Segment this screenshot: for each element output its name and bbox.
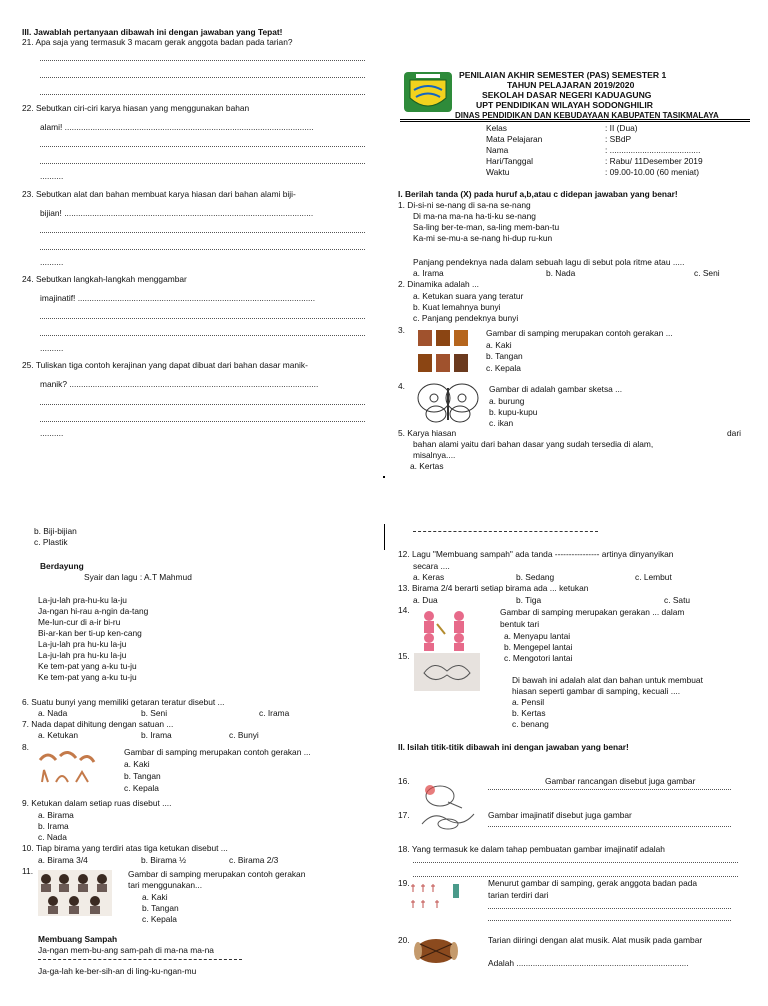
header-upt: UPT PENDIDIKAN WILAYAH SODONGHILIR <box>476 100 653 110</box>
q19-answer-line <box>488 920 731 921</box>
q9-option-c: c. Nada <box>38 832 67 842</box>
song-lyric-line: La-ju-lah pra-hu-ku la-ju <box>38 595 127 605</box>
info-label-mapel: Mata Pelajaran <box>486 134 543 144</box>
info-value-waktu: : 09.00-10.00 (60 meniat) <box>605 167 700 177</box>
question-23-cont: bijian! ........................................................................................................... <box>40 208 314 218</box>
q5-option-a: a. Kertas <box>410 461 444 471</box>
q11-stem: Gambar di samping merupakan contoh gerakan <box>128 869 306 879</box>
song-lyric-line: Ja-ngan hi-rau a-ngin da-tang <box>38 606 149 616</box>
q12-option-c: c. Lembut <box>635 572 672 582</box>
song2-lyric-line: Ja-ngan mem-bu-ang sam-pah di ma-na ma-na <box>38 945 214 955</box>
kendang-drum-image <box>412 934 460 968</box>
question-11-number: 11. <box>22 866 34 876</box>
answer-line <box>40 232 365 233</box>
q4-stem: Gambar di adalah gambar sketsa ... <box>489 384 623 394</box>
school-district-logo <box>402 70 454 116</box>
q18-answer-line <box>413 862 738 863</box>
q13-option-c: c. Satu <box>664 595 691 605</box>
q20-stem: Tarian diiringi dengan alat musik. Alat musik pada gambar <box>488 935 703 945</box>
song-title-berdayung: Berdayung <box>40 561 84 571</box>
question-19-number: 19. <box>398 878 410 888</box>
header-dinas: DINAS PENDIDIKAN DAN KEBUDAYAAN KABUPATEN TASIKMALAYA <box>455 111 719 120</box>
question-24-cont: imajinatif! ...................................................................................................... <box>40 293 316 303</box>
answer-line <box>40 249 365 250</box>
header-divider <box>400 119 750 120</box>
q1-stem: Panjang pendeknya nada dalam sebuah lagu di sebut pola ritme atau ..... <box>413 257 685 267</box>
info-value-mapel: : SBdP <box>605 134 632 144</box>
q3-stem: Gambar di samping merupakan contoh gerakan ... <box>486 328 673 338</box>
section-iii-heading: III. Jawablah pertanyaan dibawah ini dengan jawaban yang Tepat! <box>22 27 283 37</box>
answer-line <box>40 335 365 336</box>
header-divider-2 <box>400 121 750 122</box>
q7-option-b: b. Irama <box>141 730 172 740</box>
answer-line <box>40 421 365 422</box>
hand-gesture-image <box>416 328 472 376</box>
q1-option-b: b. Nada <box>546 268 576 278</box>
q15-option-a: a. Pensil <box>512 697 545 707</box>
q14-stem: Gambar di samping merupakan gerakan ... dalam <box>500 607 685 617</box>
q3-option-b: b. Tangan <box>486 351 523 361</box>
q6-option-a: a. Nada <box>38 708 68 718</box>
question-10: 10. Tiap birama yang terdiri atas tiga ketukan disebut ... <box>22 843 228 853</box>
q8-option-c: c. Kepala <box>124 783 159 793</box>
q13-option-b: b. Tiga <box>516 595 542 605</box>
question-14-number: 14. <box>398 605 410 615</box>
section-ii-heading: II. Isilah titik-titik dibawah ini dengan jawaban yang benar! <box>398 742 629 752</box>
q15-option-b: b. Kertas <box>512 708 546 718</box>
header-school: SEKOLAH DASAR NEGERI KADUAGUNG <box>482 90 652 100</box>
q12-option-b: b. Sedang <box>516 572 555 582</box>
q5-option-c: c. Plastik <box>34 537 68 547</box>
q15-stem-cont: hiasan seperti gambar di samping, kecuali .... <box>512 686 681 696</box>
q19-answer-line <box>488 908 731 909</box>
q3-option-a: a. Kaki <box>486 340 512 350</box>
question-17-number: 17. <box>398 810 410 820</box>
q8-option-a: a. Kaki <box>124 759 150 769</box>
question-4-number: 4. <box>398 381 405 391</box>
question-2: 2. Dinamika adalah ... <box>398 279 480 289</box>
q11-option-b: b. Tangan <box>142 903 179 913</box>
q19-stem-cont: tarian terdiri dari <box>488 890 549 900</box>
question-22: 22. Sebutkan ciri-ciri karya hiasan yang menggunakan bahan <box>22 103 250 113</box>
q16-stem: Gambar rancangan disebut juga gambar <box>545 776 696 786</box>
song-title-membuang-sampah: Membuang Sampah <box>38 934 118 944</box>
question-20-number: 20. <box>398 935 410 945</box>
song2-lyric-line: Ja-ga-lah ke-ber-sih-an di ling-ku-ngan-mu <box>38 966 197 976</box>
question-9: 9. Ketukan dalam setiap ruas disebut .... <box>22 798 172 808</box>
question-24: 24. Sebutkan langkah-langkah menggambar <box>22 274 187 284</box>
info-value-kelas: : II (Dua) <box>605 123 638 133</box>
imaginative-drawing-image <box>418 804 478 834</box>
question-23: 23. Sebutkan alat dan bahan membuat karya hiasan dari bahan alami biji- <box>22 189 296 199</box>
q10-option-a: a. Birama 3/4 <box>38 855 88 865</box>
butterfly-sketch-image <box>414 380 482 424</box>
q19-stem: Menurut gambar di samping, gerak anggota badan pada <box>488 878 698 888</box>
song-lyric-line: Bi-ar-kan ber ti-up ken-cang <box>38 628 142 638</box>
question-15-number: 15. <box>398 651 410 661</box>
answer-line <box>40 163 365 164</box>
answer-line <box>40 77 365 78</box>
page-dot <box>383 476 385 478</box>
q9-option-b: b. Irama <box>38 821 69 831</box>
info-label-waktu: Waktu <box>486 167 510 177</box>
answer-short-dots: .......... <box>40 428 64 438</box>
question-8-number: 8. <box>22 742 29 752</box>
paper-craft-image <box>414 653 480 691</box>
q6-option-c: c. Irama <box>259 708 290 718</box>
question-5: 5. Karya hiasan <box>398 428 457 438</box>
q4-option-b: b. kupu-kupu <box>489 407 538 417</box>
q2-option-c: c. Panjang pendeknya bunyi <box>413 313 519 323</box>
answer-line <box>40 60 365 61</box>
answer-short-dots: .......... <box>40 343 64 353</box>
answer-short-dots: .......... <box>40 257 64 267</box>
q14-option-a: a. Menyapu lantai <box>504 631 571 641</box>
q3-option-c: c. Kepala <box>486 363 521 373</box>
question-7: 7. Nada dapat dihitung dengan satuan ... <box>22 719 174 729</box>
q11-option-c: c. Kepala <box>142 914 177 924</box>
q11-option-a: a. Kaki <box>142 892 168 902</box>
q1-lyric-1: 1. Di-si-ni se-nang di sa-na se-nang <box>398 200 531 210</box>
song2-dashed-line <box>38 959 242 960</box>
dancer-photos-image <box>38 870 112 916</box>
q2-option-a: a. Ketukan suara yang teratur <box>413 291 524 301</box>
q8-option-b: b. Tangan <box>124 771 161 781</box>
question-12-cont: secara .... <box>413 561 450 571</box>
answer-short-dots: .......... <box>40 171 64 181</box>
header-title: PENILAIAN AKHIR SEMESTER (PAS) SEMESTER 1 <box>459 70 667 80</box>
q13-option-a: a. Dua <box>413 595 438 605</box>
q12-option-a: a. Keras <box>413 572 445 582</box>
q1-option-c: c. Seni <box>694 268 720 278</box>
q14-option-c: c. Mengotori lantai <box>504 653 573 663</box>
q15-option-c: c. benang <box>512 719 549 729</box>
song-lyric-line: Me-lun-cur di a-ir bi-ru <box>38 617 121 627</box>
q1-lyric-3: Sa-ling ber-te-man, sa-ling mem-ban-tu <box>413 222 560 232</box>
answer-line <box>40 94 365 95</box>
song-lyric-line: La-ju-lah pra hu-ku la-ju <box>38 650 127 660</box>
children-cleaning-image <box>417 608 473 652</box>
info-value-nama: : ....................................... <box>605 145 701 155</box>
q9-option-a: a. Birama <box>38 810 74 820</box>
question-22-cont: alami! ........................................................................................................... <box>40 122 314 132</box>
question-16-number: 16. <box>398 776 410 786</box>
q17-stem: Gambar imajinatif disebut juga gambar <box>488 810 632 820</box>
info-label-kelas: Kelas <box>486 123 507 133</box>
question-13: 13. Birama 2/4 berarti setiap birama ada ... ketukan <box>398 583 589 593</box>
hand-movements-image <box>36 746 98 792</box>
question-6: 6. Suatu bunyi yang memiliki getaran teratur disebut ... <box>22 697 225 707</box>
answer-line <box>40 318 365 319</box>
q6-option-b: b. Seni <box>141 708 168 718</box>
question-5-right: dari <box>727 428 741 438</box>
info-value-tanggal: : Rabu/ 11Desember 2019 <box>605 156 703 166</box>
song-lyric-line: La-ju-lah pra hu-ku la-ju <box>38 639 127 649</box>
answer-line <box>40 146 365 147</box>
q14-stem-cont: bentuk tari <box>500 619 540 629</box>
q1-option-a: a. Irama <box>413 268 444 278</box>
q5-option-b: b. Biji-bijian <box>34 526 77 536</box>
q2-option-b: b. Kuat lemahnya bunyi <box>413 302 501 312</box>
dance-movement-figures-image <box>409 880 469 912</box>
info-label-tanggal: Hari/Tanggal <box>486 156 534 166</box>
info-label-nama: Nama <box>486 145 509 155</box>
column-marker <box>384 524 385 550</box>
header-year: TAHUN PELAJARAN 2019/2020 <box>507 80 635 90</box>
q1-lyric-2: Di ma-na ma-na ha-ti-ku se-nang <box>413 211 536 221</box>
question-21: 21. Apa saja yang termasuk 3 macam gerak anggota badan pada tarian? <box>22 37 293 47</box>
q18-answer-line <box>413 876 738 877</box>
question-5-cont-2: misalnya.... <box>413 450 456 460</box>
question-12: 12. Lagu "Membuang sampah" ada tanda ---------------- artinya dinyanyikan <box>398 549 674 559</box>
song-lyric-line: Ke tem-pat yang a-ku tu-ju <box>38 661 137 671</box>
q8-stem: Gambar di samping merupakan contoh gerakan ... <box>124 747 311 757</box>
song-lyric-line: Ke tem-pat yang a-ku tu-ju <box>38 672 137 682</box>
question-25: 25. Tuliskan tiga contoh kerajinan yang dapat dibuat dari bahan dasar manik- <box>22 360 308 370</box>
q10-option-c: c. Birama 2/3 <box>229 855 279 865</box>
q10-option-b: b. Birama ½ <box>141 855 187 865</box>
question-18: 18. Yang termasuk ke dalam tahap pembuatan gambar imajinatif adalah <box>398 844 665 854</box>
section-i-heading: I. Berilah tanda (X) pada huruf a,b,atau c didepan jawaban yang benar! <box>398 189 678 199</box>
q7-option-a: a. Ketukan <box>38 730 79 740</box>
q15-stem: Di bawah ini adalah alat dan bahan untuk membuat <box>512 675 703 685</box>
q4-option-c: c. ikan <box>489 418 514 428</box>
question-3-number: 3. <box>398 325 405 335</box>
q7-option-c: c. Bunyi <box>229 730 259 740</box>
q16-answer-line <box>488 789 731 790</box>
q17-answer-line <box>488 826 731 827</box>
q4-option-a: a. burung <box>489 396 525 406</box>
answer-line <box>40 404 365 405</box>
q1-lyric-4: Ka-mi se-mu-a se-nang hi-dup ru-kun <box>413 233 553 243</box>
q14-option-b: b. Mengepel lantai <box>504 642 573 652</box>
song-author: Syair dan lagu : A.T Mahmud <box>84 572 192 582</box>
question-5-cont: bahan alami yaitu dari bahan dasar yang sudah tersedia di alam, <box>413 439 654 449</box>
q5-answer-dashed-line <box>413 531 598 532</box>
q11-stem-cont: tari menggunakan... <box>128 880 203 890</box>
question-25-cont: manik? ........................................................................................................... <box>40 379 319 389</box>
q20-stem-cont: Adalah .......................................................................... <box>488 958 689 968</box>
